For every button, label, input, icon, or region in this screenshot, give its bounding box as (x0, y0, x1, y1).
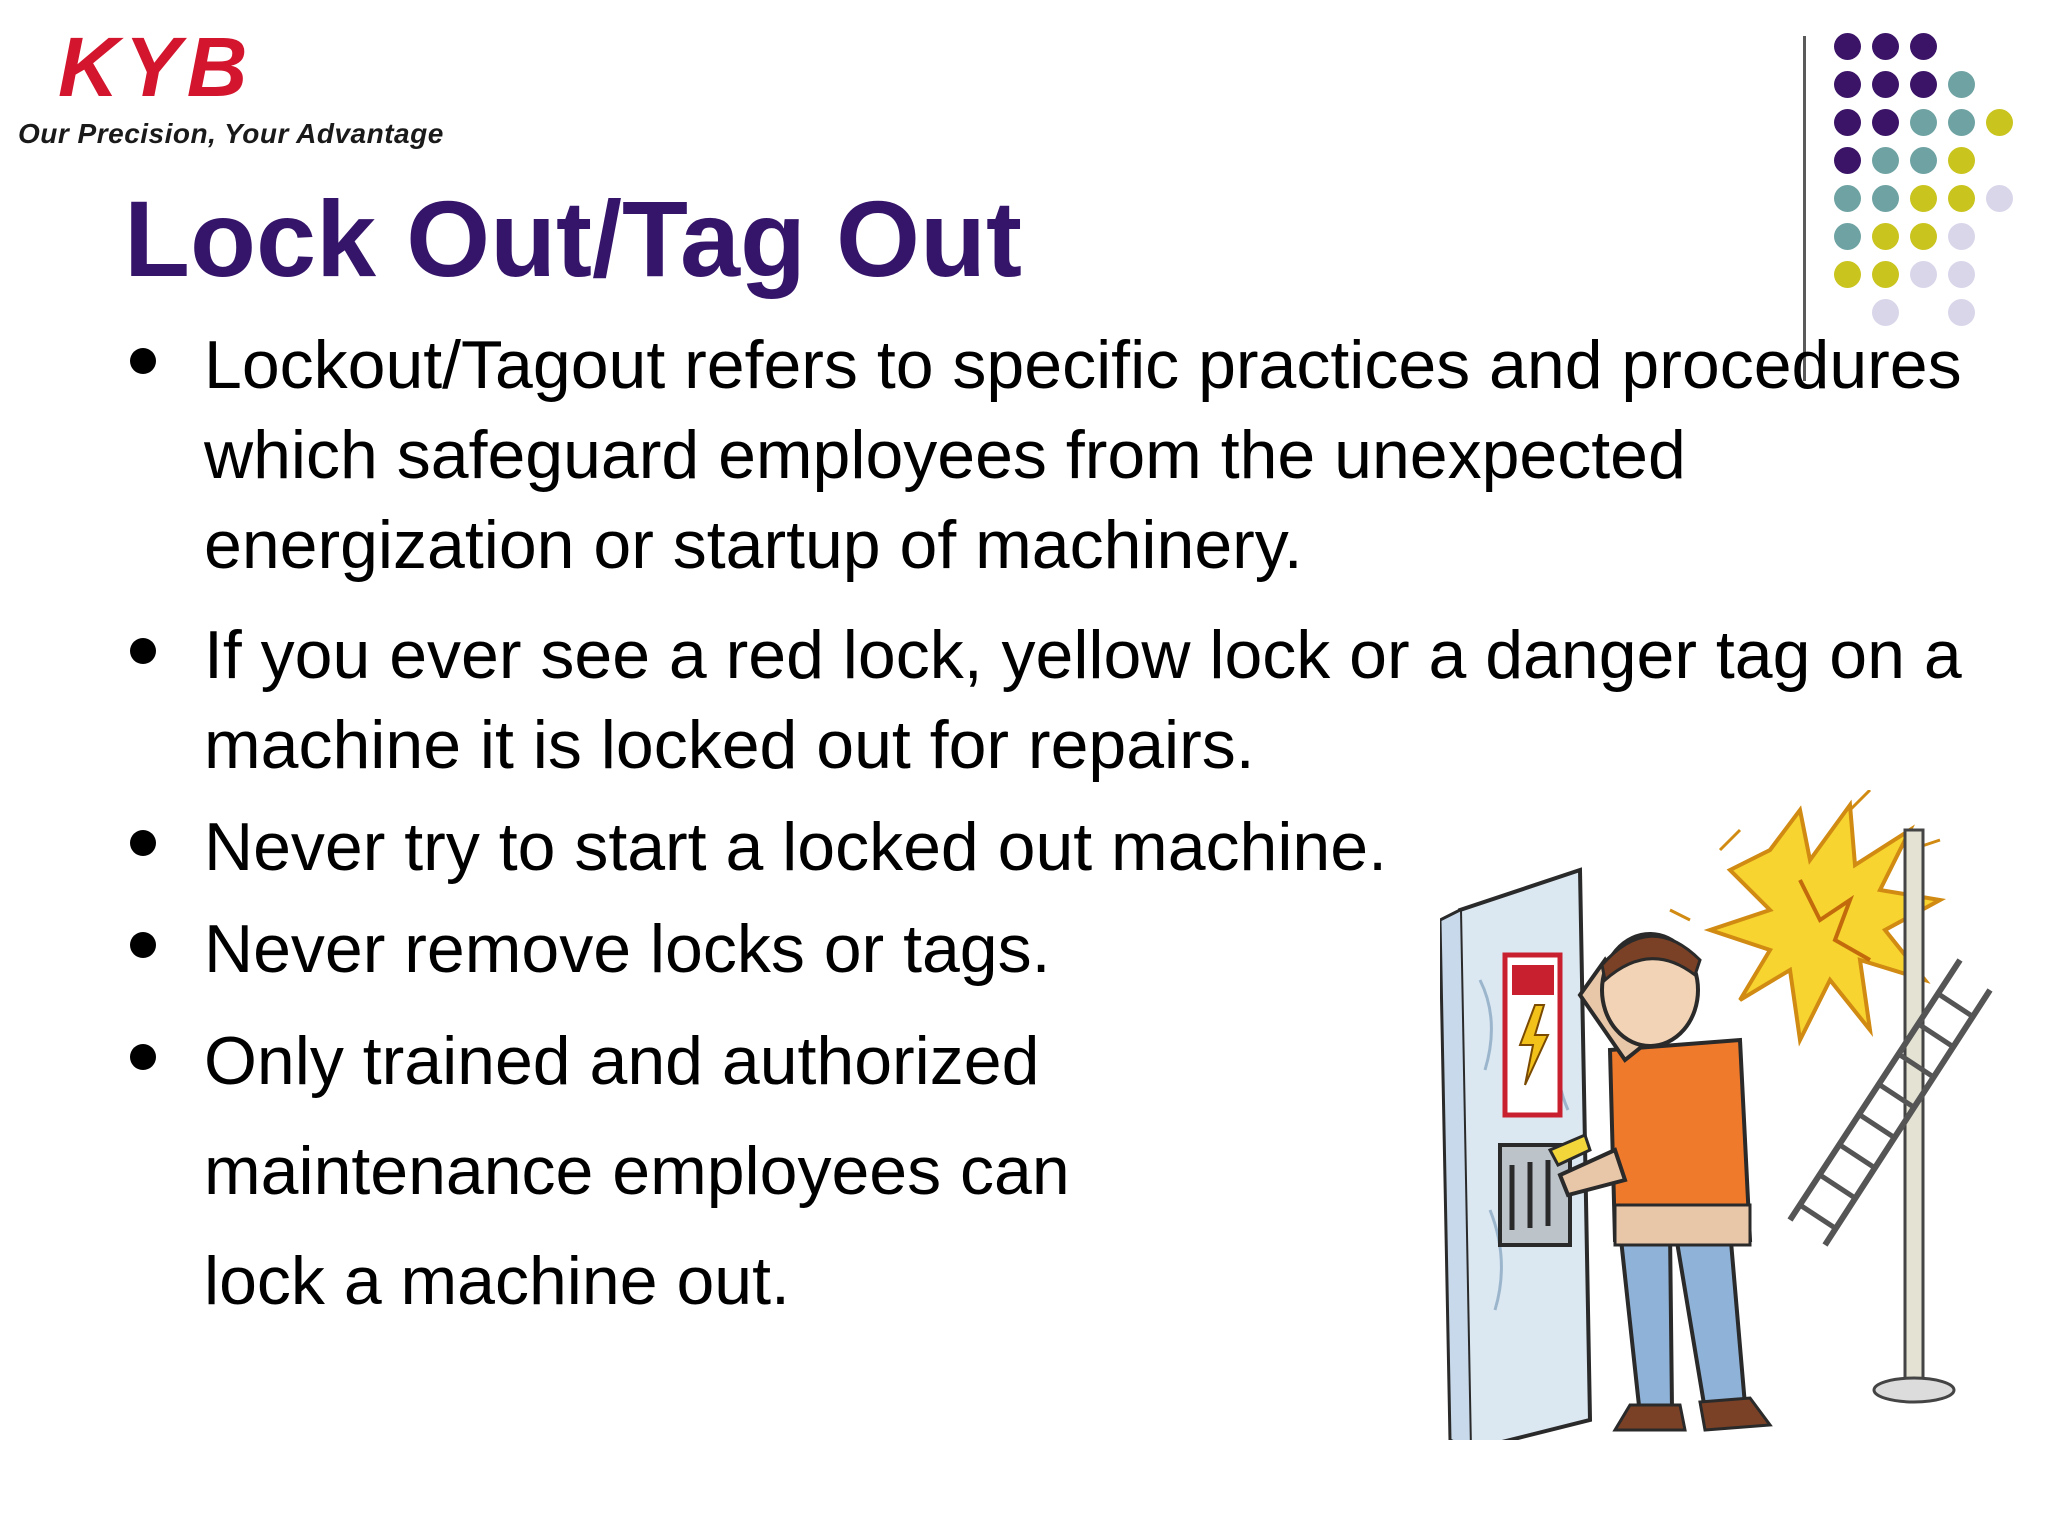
bullet-text: Only trained and authorized maintenance employees can lock a machine out. (204, 1023, 1070, 1319)
bullet-text: If you ever see a red lock, yellow lock or a danger tag on a machine it is locked out for repairs. (204, 617, 1962, 783)
bullet-marker (130, 1044, 156, 1070)
kyb-logo (14, 34, 444, 162)
logo-tagline: Our Precision, Your Advantage (18, 118, 444, 149)
bullet-marker (130, 932, 156, 958)
illustration-svg (1440, 790, 2000, 1440)
logo-text: KYB (58, 34, 254, 106)
spark-burst (1670, 790, 1940, 1040)
decorative-dot-grid (1834, 33, 2024, 333)
bullet-item (120, 1006, 1204, 1336)
bullet-marker (130, 638, 156, 664)
bullet-text: Never remove locks or tags. (204, 911, 1051, 987)
bullet-marker (130, 348, 156, 374)
slide-title: Lock Out/Tag Out (124, 178, 1022, 299)
worker-electric-shock-illustration (1440, 790, 2000, 1440)
kyb-logo-mark (54, 34, 394, 106)
bullet-text: Lockout/Tagout refers to specific practices and procedures which safeguard employees from the unexpected energization or startup of machinery. (204, 327, 1962, 583)
bullet-text: Never try to start a locked out machine. (204, 809, 1387, 885)
bullet-marker (130, 830, 156, 856)
bullet-item (120, 610, 2010, 790)
bullet-item (120, 320, 2010, 590)
